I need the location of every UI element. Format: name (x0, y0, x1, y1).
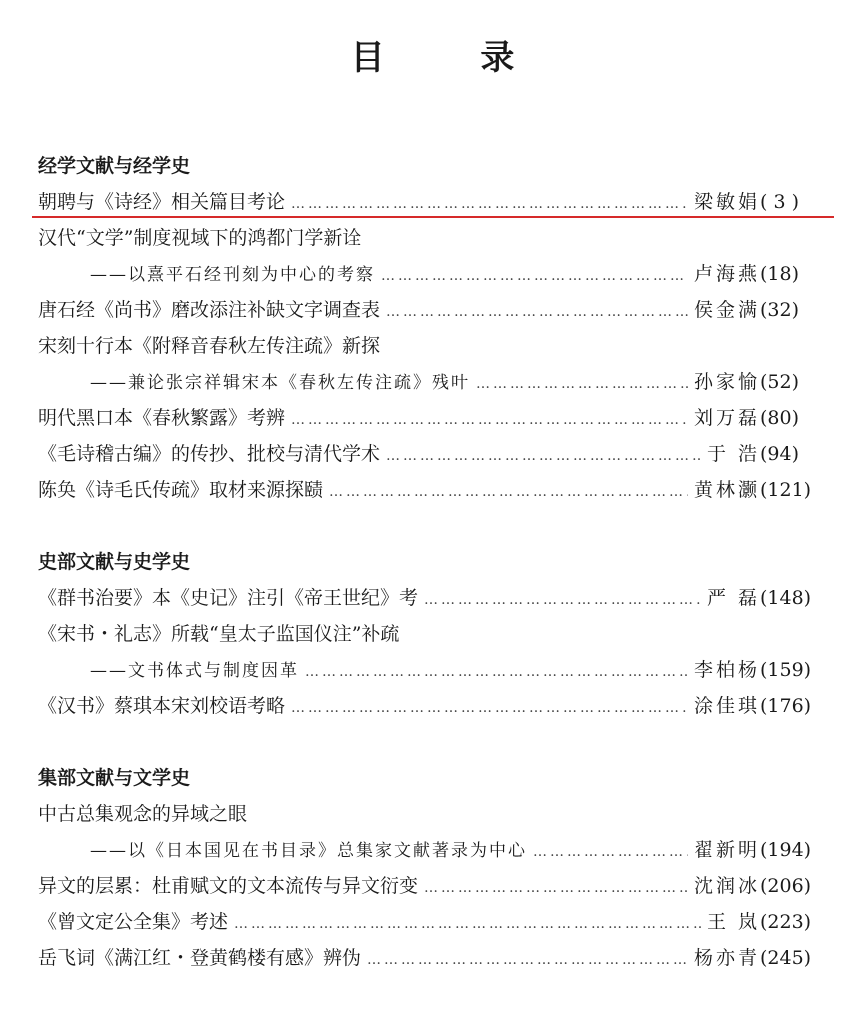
entry-title: 《曾文定公全集》考述 (38, 911, 229, 933)
entry-page-number: (18) (760, 263, 800, 285)
entry-author: 卢海燕 (693, 263, 760, 285)
section-title: 史部文献与史学史 (38, 551, 191, 573)
entry-page-number: (148) (760, 587, 812, 609)
entry-author: 侯金满 (693, 299, 760, 321)
section-title: 集部文献与文学史 (38, 767, 191, 789)
toc-entry[interactable] (38, 472, 830, 508)
entry-title: 陈奂《诗毛氏传疏》取材来源探赜 (38, 479, 324, 501)
dot-leader (367, 942, 688, 978)
entry-page-number: (159) (760, 659, 812, 681)
dot-leader (291, 402, 688, 438)
entry-author: 梁敏娟 (693, 191, 760, 213)
entry-author: 刘万磊 (693, 407, 760, 429)
entry-page-number: ( 3 ) (760, 191, 799, 213)
dot-leader (386, 294, 688, 330)
entry-page-number: (80) (760, 407, 800, 429)
entry-author: 王 岚 (706, 911, 760, 933)
entry-title: 唐石经《尚书》磨改添注补缺文字调查表 (38, 299, 381, 321)
entry-author: 孙家愉 (693, 371, 760, 393)
entry-subtitle: ——文书体式与制度因革 (90, 661, 299, 681)
dot-leader (291, 186, 688, 222)
section-title: 经学文献与经学史 (38, 155, 191, 177)
dot-leader (476, 366, 688, 402)
dot-leader (381, 258, 688, 294)
entry-title: 汉代“文学”制度视域下的鸿都门学新诠 (38, 227, 362, 249)
entry-title: 《群书治要》本《史记》注引《帝王世纪》考 (38, 587, 419, 609)
entry-page-number: (176) (760, 695, 812, 717)
toc-entry[interactable] (38, 616, 830, 688)
entry-title: 异文的层累：杜甫赋文的文本流传与异文衍变 (38, 875, 419, 897)
entry-page-number: (121) (760, 479, 812, 501)
page-title: 目 录 (350, 38, 557, 78)
dot-leader (533, 834, 688, 870)
entry-title: 朝聘与《诗经》相关篇目考论 (38, 191, 286, 213)
entry-page-number: (194) (760, 839, 812, 861)
entry-author: 严 磊 (706, 587, 760, 609)
entry-title: 岳飞词《满江红・登黄鹤楼有感》辨伪 (38, 947, 362, 969)
dot-leader (291, 690, 688, 726)
entry-subtitle: ——兼论张宗祥辑宋本《春秋左传注疏》残叶 (90, 373, 470, 393)
toc-entry[interactable] (38, 688, 830, 724)
entry-page-number: (223) (760, 911, 812, 933)
entry-page-number: (52) (760, 371, 800, 393)
dot-leader (386, 438, 701, 474)
toc-section (38, 148, 830, 508)
toc-section (38, 760, 830, 976)
dot-leader (234, 906, 701, 942)
entry-author: 杨亦青 (693, 947, 760, 969)
entry-subtitle: ——以《日本国见在书目录》总集家文献著录为中心 (90, 841, 527, 861)
toc-entry[interactable] (38, 328, 830, 400)
entry-title: 《宋书・礼志》所载“皇太子监国仪注”补疏 (38, 623, 400, 645)
toc-entry[interactable] (38, 220, 830, 292)
entry-page-number: (32) (760, 299, 800, 321)
entry-subtitle: ——以熹平石经刊刻为中心的考察 (90, 265, 375, 285)
toc-entry[interactable] (38, 184, 830, 220)
entry-title: 宋刻十行本《附释音春秋左传注疏》新探 (38, 335, 381, 357)
toc-entry[interactable] (38, 292, 830, 328)
toc-entry[interactable] (38, 904, 830, 940)
toc-entry[interactable] (38, 400, 830, 436)
toc-entry[interactable] (38, 580, 830, 616)
toc-entry[interactable] (38, 796, 830, 868)
table-of-contents (38, 148, 830, 1012)
toc-section (38, 544, 830, 724)
entry-author: 李柏杨 (693, 659, 760, 681)
entry-author: 于 浩 (706, 443, 760, 465)
entry-author: 黄林灏 (693, 479, 760, 501)
entry-page-number: (206) (760, 875, 812, 897)
toc-entry[interactable] (38, 436, 830, 472)
entry-page-number: (245) (760, 947, 812, 969)
entry-page-number: (94) (760, 443, 800, 465)
toc-entry[interactable] (38, 868, 830, 904)
toc-entry[interactable] (38, 940, 830, 976)
entry-title: 明代黑口本《春秋繁露》考辨 (38, 407, 286, 429)
dot-leader (305, 654, 688, 690)
dot-leader (424, 870, 688, 906)
entry-title: 《毛诗稽古编》的传抄、批校与清代学术 (38, 443, 381, 465)
entry-author: 涂佳琪 (693, 695, 760, 717)
entry-title: 《汉书》蔡琪本宋刘校语考略 (38, 695, 286, 717)
dot-leader (329, 474, 688, 510)
entry-author: 翟新明 (693, 839, 760, 861)
entry-author: 沈润冰 (693, 875, 760, 897)
dot-leader (424, 582, 701, 618)
entry-title: 中古总集观念的异域之眼 (38, 803, 248, 825)
